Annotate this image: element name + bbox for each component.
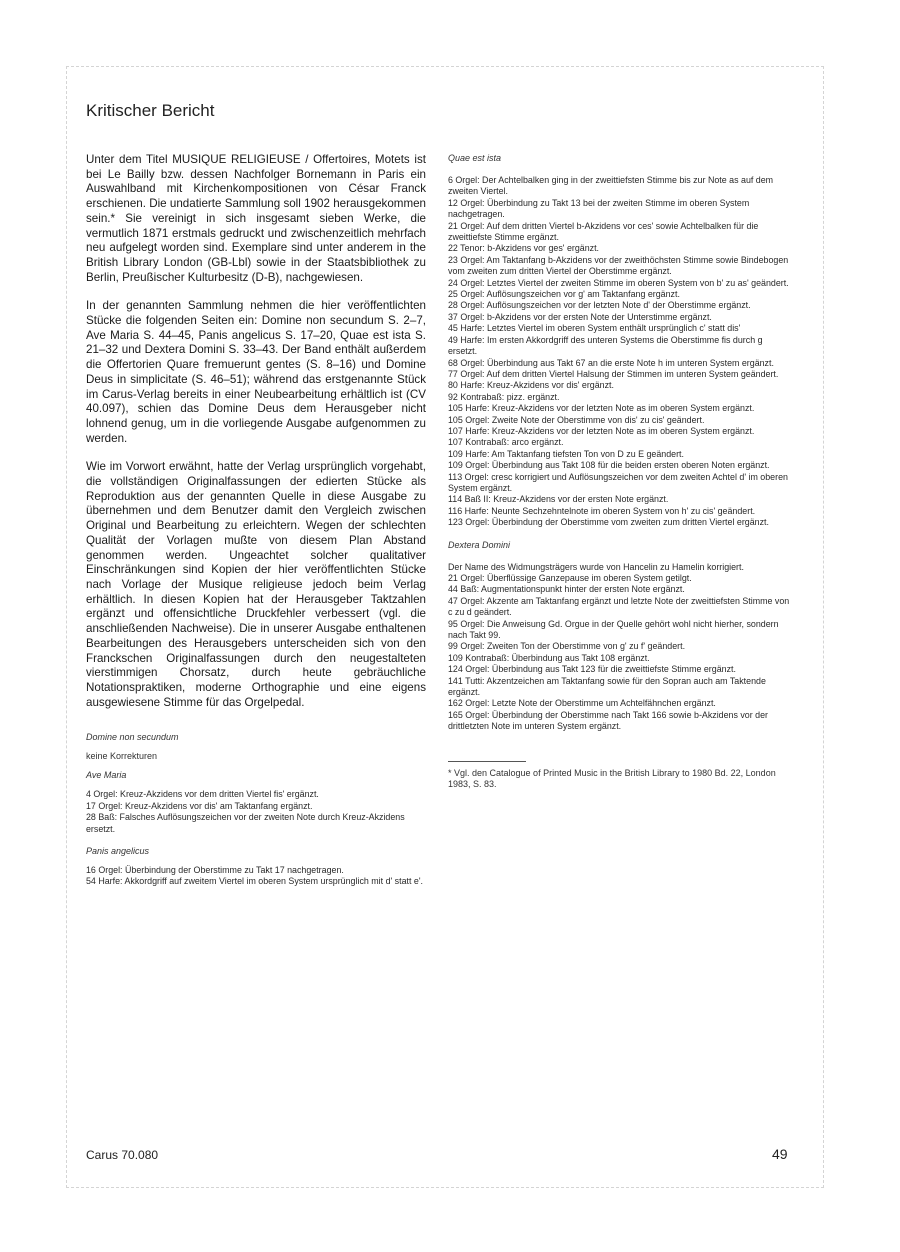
list-item: 23 Orgel: Am Taktanfang b-Akzidens vor der zweithöchsten Stimme sowie Bindebogen vom zweiten zum dritten Viertel der Oberstimme ergänzt.: [448, 254, 789, 277]
list-item: 28 Orgel: Auflösungszeichen vor der letzten Note d' der Oberstimme ergänzt.: [448, 300, 751, 311]
list-item: 4 Orgel: Kreuz-Akzidens vor dem dritten Viertel fis' ergänzt.: [86, 789, 319, 800]
list-item: 49 Harfe: Im ersten Akkordgriff des unteren Systems die Oberstimme fis durch g ersetzt.: [448, 334, 763, 357]
corrections-list-panis-angelicus: [86, 865, 426, 888]
list-item: 21 Orgel: Überflüssige Ganzepause im oberen System getilgt.: [448, 573, 692, 583]
section-heading-dextera-domini: Dextera Domini: [448, 539, 511, 550]
corrections-list-ave-maria: [86, 789, 426, 835]
corrections-list-quae-est-ista: [448, 175, 790, 529]
section-heading-panis-angelicus: Panis angelicus: [86, 845, 150, 856]
list-item: 6 Orgel: Der Achtelbalken ging in der zweittiefsten Stimme bis zur Note as auf dem zweiten Viertel.: [448, 175, 774, 197]
list-item: 28 Baß: Falsches Auflösungszeichen vor der zweiten Note durch Kreuz-Akzidens ersetzt.: [86, 812, 405, 834]
list-item: 107 Harfe: Kreuz-Akzidens vor der letzten Note as im oberen System ergänzt.: [448, 425, 755, 436]
footnote-separator: [448, 761, 526, 762]
list-item: 68 Orgel: Überbindung aus Takt 67 an die erste Note h im unteren System ergänzt.: [448, 357, 774, 368]
list-item: 99 Orgel: Zweiten Ton der Oberstimme von g' zu f' geändert.: [448, 641, 686, 652]
list-item: 109 Harfe: Am Taktanfang tiefsten Ton von D zu E geändert.: [448, 448, 684, 459]
list-item: 123 Orgel: Überbindung der Oberstimme vom zweiten zum dritten Viertel ergänzt.: [448, 517, 769, 528]
list-item: 113 Orgel: cresc korrigiert und Auflösungszeichen vor dem zweiten Achtel d' im oberen System ergänzt.: [448, 471, 788, 493]
list-item: 22 Tenor: b-Akzidens vor ges' ergänzt.: [448, 243, 600, 254]
list-item: 114 Baß II: Kreuz-Akzidens vor der ersten Note ergänzt.: [448, 494, 669, 505]
list-item: 105 Harfe: Kreuz-Akzidens vor der letzten Note as im oberen System ergänzt.: [448, 403, 755, 414]
list-item: 80 Harfe: Kreuz-Akzidens vor dis' ergänzt.: [448, 380, 614, 391]
list-item: 25 Orgel: Auflösungszeichen vor g' am Taktanfang ergänzt.: [448, 289, 680, 300]
list-item: 109 Kontrabaß: Überbindung aus Takt 108 ergänzt.: [448, 652, 650, 663]
list-item: 54 Harfe: Akkordgriff auf zweitem Viertel im oberen System ursprünglich mit d' statt e'.: [86, 876, 424, 887]
list-item: 17 Orgel: Kreuz-Akzidens vor dis' am Taktanfang ergänzt.: [86, 800, 313, 811]
section-heading-domine: Domine non secundum: [86, 732, 179, 743]
list-item: 12 Orgel: Überbindung zu Takt 13 bei der zweiten Stimme im oberen System nachgetragen.: [448, 197, 750, 220]
list-item: 116 Harfe: Neunte Sechzehntelnote im oberen System von h' zu cis' geändert.: [448, 505, 756, 516]
list-item: 141 Tutti: Akzentzeichen am Taktanfang sowie für den Sopran auch am Taktende ergänzt.: [448, 675, 766, 698]
list-item: 165 Orgel: Überbindung der Oberstimme nach Takt 166 sowie b-Akzidens vor der drittletzten Note im unteren System ergänzt.: [448, 709, 768, 732]
publisher-catalog-number: Carus 70.080: [86, 1148, 159, 1162]
list-item: 16 Orgel: Überbindung der Oberstimme zu Takt 17 nachgetragen.: [86, 864, 344, 875]
list-item: 77 Orgel: Auf dem dritten Viertel Halsung der Stimmen im unteren System geändert.: [448, 368, 779, 379]
list-item: 107 Kontrabaß: arco ergänzt.: [448, 437, 564, 448]
list-item: 95 Orgel: Die Anweisung Gd. Orgue in der Quelle gehört wohl nicht hierher, sondern nach Takt 99.: [448, 618, 779, 641]
list-item: 44 Baß: Augmentationspunkt hinter der ersten Note ergänzt.: [448, 584, 685, 595]
page-title: Kritischer Bericht: [86, 101, 215, 120]
list-item: 24 Orgel: Letztes Viertel der zweiten Stimme im oberen System von b' zu as' geändert.: [448, 277, 789, 288]
list-item: 47 Orgel: Akzente am Taktanfang ergänzt und letzte Note der zweittiefsten Stimme von c zu d geändert.: [448, 595, 790, 618]
section-heading-quae-est-ista: Quae est ista: [448, 153, 502, 163]
intro-paragraph-3: Wie im Vorwort erwähnt, hatte der Verlag ursprünglich vorgehabt, die vollständigen Originalfassungen der edierten Stücke als Reproduktion aus der genannten Quelle in diese Ausgabe zu übernehmen und dem Benutzer damit den Vergleich zwischen Original und Bearbeitung zu erleichtern. Wegen der schlechten Qualität der Vorlagen mußte von diesem Plan Abstand genommen werden. Ungeachtet solcher qualitativer Einschränkungen sind Kopien der hier veröffentlichten Stücke nach Vorlage der Musique religieuse jedoch beim Verlag erhältlich. In diesen Kopien hat der Herausgeber Taktzahlen ergänzt und offensichtliche Druckfehler verbessert (vgl. die anschließenden Nachweise). Die in unserer Ausgabe enthaltenen Bearbeitungen des Herausgebers unterscheiden sich von den Franckschen Originalfassungen durch den neugestalteten vierstimmigen Chorsatz, durch heute gebräuchliche Notationspraktiken, moderne Orthographie und eine eigens ausgewiesene Stimme für das Orgelpedal.: [86, 460, 426, 709]
list-item: 109 Orgel: Überbindung aus Takt 108 für die beiden ersten oberen Noten ergänzt.: [448, 460, 770, 471]
right-column: [448, 153, 790, 791]
list-item: 124 Orgel: Überbindung aus Takt 123 für die zweittiefste Stimme ergänzt.: [448, 664, 736, 675]
list-item: 37 Orgel: b-Akzidens vor der ersten Note der Unterstimme ergänzt.: [448, 311, 712, 322]
footnote: * Vgl. den Catalogue of Printed Music in the British Library to 1980 Bd. 22, London 1983, S. 83.: [448, 767, 776, 790]
page-number: 49: [772, 1146, 788, 1162]
list-item: Der Name des Widmungsträgers wurde von Hancelin zu Hamelin korrigiert.: [448, 561, 744, 572]
section-note-domine: keine Korrekturen: [86, 751, 158, 762]
section-heading-ave-maria: Ave Maria: [86, 770, 127, 781]
list-item: 45 Harfe: Letztes Viertel im oberen System enthält ursprünglich c' statt dis': [448, 323, 741, 334]
corrections-list-dextera-domini: [448, 562, 790, 733]
list-item: 92 Kontrabaß: pizz. ergänzt.: [448, 391, 560, 402]
intro-paragraph-2: In der genannten Sammlung nehmen die hier veröffentlichten Stücke die folgenden Seiten ein: Domine non secundum S. 2–7, Ave Maria S. 44–45, Panis angelicus S. 17–20, Quae est ista S. 21–32 und Dextera Domini S. 33–43. Der Band enthält außerdem die Offertorien Quare fremuerunt gentes (S. 8–16) und Domine Deus in simplicitate (S. 46–51); während das erstgenannte Stück im Carus-Verlag bereits in einer Neubearbeitung erhältlich ist (CV 40.097), schien das Domine Deus dem Herausgeber nicht lohnend genug, um in die vorliegende Ausgabe aufgenommen zu werden.: [86, 299, 426, 445]
left-column: [86, 153, 426, 899]
intro-paragraph-1: Unter dem Titel MUSIQUE RELIGIEUSE / Offertoires, Motets ist bei Le Bailly bzw. dessen Nachfolger Bornemann in Paris ein Auswahlband mit Kirchenkompositionen von César Franck erschienen. Die undatierte Sammlung soll 1902 herausgekommen sein.* Sie vereinigt in sich insgesamt sieben Werke, die vermutlich 1871 erstmals gedruckt und zwischenzeitlich mehrfach neu aufgelegt worden sind. Exemplare sind unter anderem in the British Library London (GB-Lbl) sowie in der Staatsbibliothek zu Berlin, Preußischer Kulturbesitz (D-B), nachgewiesen.: [86, 153, 426, 284]
list-item: 162 Orgel: Letzte Note der Oberstimme um Achtelfähnchen ergänzt.: [448, 698, 716, 709]
list-item: 105 Orgel: Zweite Note der Oberstimme von dis' zu cis' geändert.: [448, 414, 705, 425]
list-item: 21 Orgel: Auf dem dritten Viertel b-Akzidens vor ces' sowie Achtelbalken für die zweittiefste Stimme ergänzt.: [448, 220, 759, 243]
